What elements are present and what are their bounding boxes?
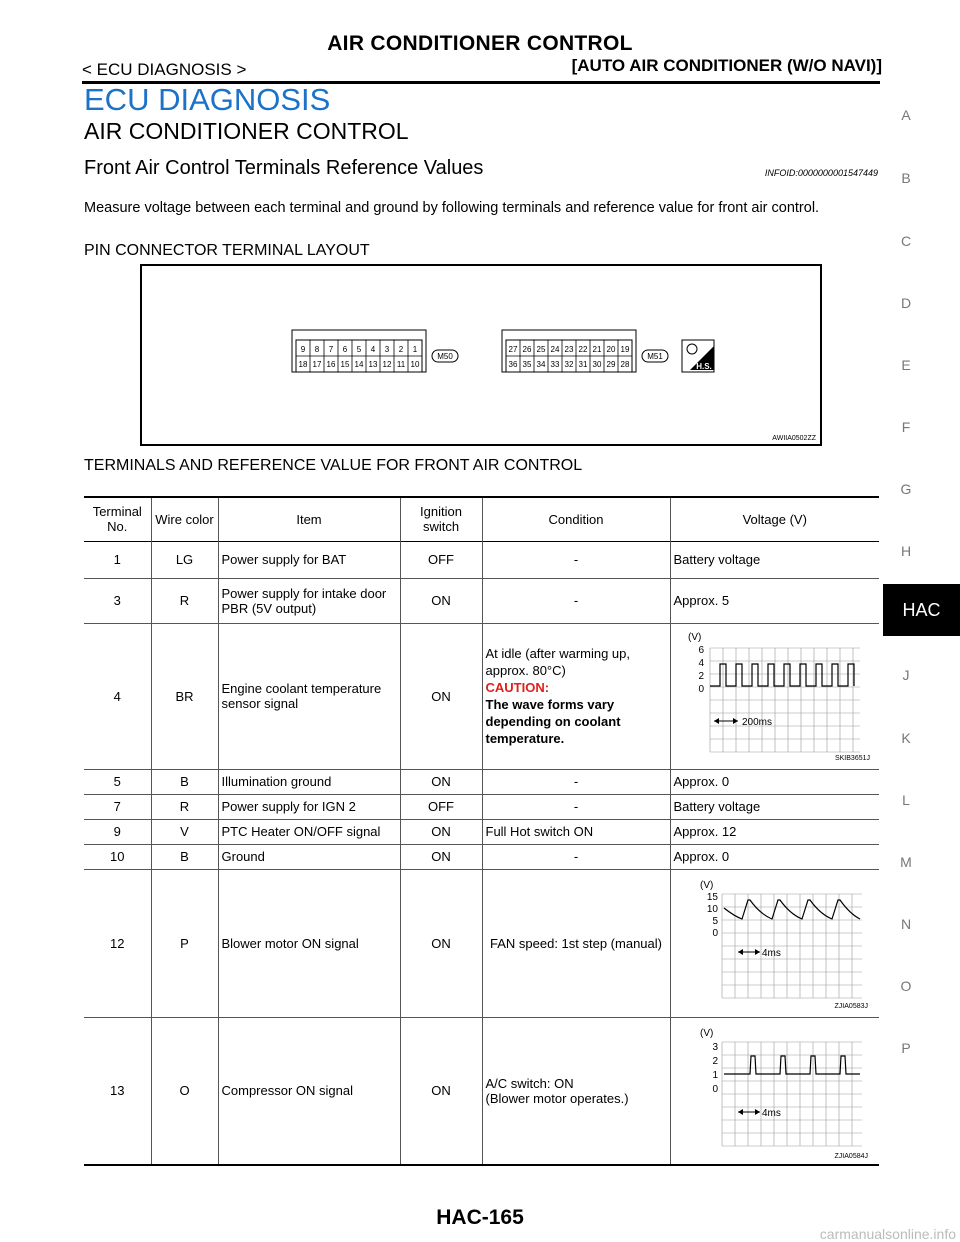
m51-pin: 28 [620,360,630,369]
cell-wire: LG [151,541,218,578]
terminals-table-heading: TERMINALS AND REFERENCE VALUE FOR FRONT AIR CONTROL [84,457,583,474]
heading-ecu-diagnosis: ECU DIAGNOSIS [84,82,331,117]
m50-pin: 3 [384,345,390,354]
waveform-1 [674,626,874,766]
m51-pin: 30 [592,360,602,369]
m51-pin: 35 [522,360,532,369]
waveform-3 [674,1020,874,1162]
cell-condition: - [482,541,670,578]
harness-side-icon [682,340,714,372]
waveform-trace [724,1056,860,1074]
cell-ignition: ON [400,869,482,1017]
cell-voltage: Battery voltage [670,541,879,578]
side-index-a[interactable]: A [901,107,911,123]
cell-terminal: 5 [113,774,121,789]
cell-condition: - [482,794,670,819]
connector-diagram [142,266,820,444]
m50-pin: 4 [370,345,376,354]
waveform-trace [710,664,854,686]
cell-ignition: OFF [400,794,482,819]
hs-label: H.S. [696,362,712,371]
intro-paragraph: Measure voltage between each terminal and ground by following terminals and reference value for front air control. [84,200,820,216]
cell-ignition: ON [400,623,482,769]
th-voltage: Voltage (V) [670,497,879,541]
m50-pin: 5 [356,345,362,354]
waveform-tick: 15 [706,892,718,903]
waveform-code: SKIB3651J [834,755,870,762]
m51-pin: 29 [606,360,616,369]
cell-terminal: 13 [110,1083,125,1099]
cell-ignition: ON [400,819,482,844]
cell-item: Power supply for BAT [218,541,400,578]
cell-ignition: ON [400,578,482,623]
waveform-tick: 2 [697,671,704,682]
cell-voltage: Approx. 0 [670,844,879,869]
header-section-left: < ECU DIAGNOSIS > [82,60,247,79]
caution-label: CAUTION: [485,680,550,695]
cell-ignition: ON [400,1017,482,1165]
m50-pin: 2 [398,345,404,354]
waveform-tick: 2 [711,1055,718,1067]
cell-voltage: Approx. 5 [670,578,879,623]
m51-pin: 24 [550,345,560,354]
m50-pin: 12 [382,360,392,369]
m51-pin: 31 [578,360,588,369]
cell-voltage-waveform [670,1017,879,1165]
m51-pin: 34 [536,360,546,369]
m51-pin: 21 [592,345,602,354]
header-section-right: [AUTO AIR CONDITIONER (W/O NAVI)] [571,56,882,75]
m50-pin: 14 [354,360,364,369]
cell-item: Illumination ground [218,769,400,794]
cell-condition: - [482,578,670,623]
cell-condition: Full Hot switch ON [482,819,670,844]
waveform-code: ZJIA0584J [834,1152,868,1160]
table-row [84,623,879,769]
m50-pin: 8 [314,345,320,354]
cell-condition: At idle (after warming up, approx. 80°C) CAUTION: The wave forms vary depending on coolant temperature. [482,623,670,769]
m50-pin: 11 [396,360,406,369]
waveform-tick: 5 [711,916,718,927]
side-index-h[interactable]: H [900,543,912,559]
connector-figure [140,264,822,446]
watermark[interactable]: carmanualsonline.info [819,1226,956,1242]
m51-pin: 36 [508,360,518,369]
waveform-tick: 3 [711,1041,718,1053]
waveform-trace [724,900,860,919]
pin-layout-heading: PIN CONNECTOR TERMINAL LAYOUT [84,242,370,259]
m50-pin: 1 [412,345,418,354]
m51-pin: 20 [606,345,616,354]
table-row [84,794,879,819]
cell-wire: P [151,869,218,1017]
side-index-o[interactable]: O [900,978,912,994]
m50-pin: 7 [328,345,334,354]
side-index-f[interactable]: F [901,419,911,435]
m50-pin: 18 [298,360,308,369]
side-index-n[interactable]: N [900,916,912,932]
cell-voltage: Approx. 0 [670,769,879,794]
cell-wire: R [151,794,218,819]
th-item: Item [218,497,400,541]
figure-code: AWIIA0502ZZ [772,435,816,442]
waveform-unit: (V) [687,632,701,643]
table-row [84,541,879,578]
side-index-b[interactable]: B [901,170,911,186]
m50-pin: 16 [326,360,336,369]
cell-condition: A/C switch: ON (Blower motor operates.) [482,1017,670,1165]
table-row [84,1017,879,1165]
table-row [84,869,879,1017]
waveform-unit: (V) [699,1027,713,1039]
side-index-j[interactable]: J [902,667,910,683]
waveform-2 [674,872,874,1014]
waveform-tick: 0 [711,1083,718,1095]
waveform-tick: 10 [706,904,718,915]
side-index-m[interactable]: M [900,854,912,870]
header-title: AIR CONDITIONER CONTROL [327,32,633,55]
m51-pin: 32 [564,360,574,369]
cell-ignition: OFF [400,541,482,578]
th-ignition: Ignition switch [400,497,482,541]
m50-pin: 6 [342,345,348,354]
th-wire: Wire color [151,497,218,541]
cell-voltage-waveform [670,869,879,1017]
cell-terminal: 7 [113,799,121,814]
waveform-unit: (V) [699,880,713,891]
cell-terminal: 1 [113,552,121,567]
cell-terminal: 3 [113,593,121,608]
side-index-k[interactable]: K [901,730,911,746]
cell-item: Ground [218,844,400,869]
waveform-tick: 0 [711,928,718,939]
side-index-d[interactable]: D [900,295,912,311]
waveform-time: 4ms [761,1107,781,1119]
cell-voltage-waveform [670,623,879,769]
m51-label: M51 [647,352,663,361]
table-row [84,769,879,794]
m50-label: M50 [437,352,453,361]
m51-pin: 25 [536,345,546,354]
table-row [84,844,879,869]
cell-condition: - [482,769,670,794]
m51-pin: 22 [578,345,588,354]
m50-pin: 9 [300,345,306,354]
cell-condition: - [482,844,670,869]
cell-wire: O [151,1017,218,1165]
table-row [84,578,879,623]
waveform-code: ZJIA0583J [834,1003,868,1010]
side-index-c[interactable]: C [900,233,912,249]
m50-pin: 15 [340,360,350,369]
heading-air-conditioner-control: AIR CONDITIONER CONTROL [84,118,409,144]
m51-pin: 23 [564,345,574,354]
cell-terminal: 9 [113,824,121,839]
cell-terminal: 10 [110,849,125,864]
cell-terminal: 4 [113,688,121,704]
m51-pin: 27 [508,345,518,354]
cell-item: Power supply for IGN 2 [218,794,400,819]
cell-terminal: 12 [110,935,125,951]
cell-item: PTC Heater ON/OFF signal [218,819,400,844]
waveform-tick: 6 [697,645,704,656]
waveform-tick: 4 [697,658,704,669]
cell-condition: FAN speed: 1st step (manual) [482,869,670,1017]
side-index-e[interactable]: E [901,357,911,373]
th-condition: Condition [482,497,670,541]
terminals-table [84,496,879,1166]
cell-item: Compressor ON signal [218,1017,400,1165]
m50-pin: 10 [410,360,420,369]
cell-item: Blower motor ON signal [218,869,400,1017]
cell-item: Power supply for intake door PBR (5V output) [218,578,400,623]
th-terminal: Terminal No. [92,504,142,535]
side-index-g[interactable]: G [900,481,912,497]
caution-text: The wave forms vary depending on coolant temperature. [485,697,621,746]
m50-pin: 13 [368,360,378,369]
cell-wire: V [151,819,218,844]
side-index-p[interactable]: P [901,1040,911,1056]
m51-pin: 26 [522,345,532,354]
heading-reference-values: Front Air Control Terminals Reference Values [84,157,484,179]
cell-item: Engine coolant temperature sensor signal [218,623,400,769]
cell-wire: B [151,769,218,794]
waveform-time: 200ms [741,717,772,728]
waveform-tick: 1 [711,1069,718,1081]
page-number: HAC-165 [436,1206,524,1229]
table-row [84,819,879,844]
info-id: INFOID:0000000001547449 [764,168,878,178]
cell-ignition: ON [400,769,482,794]
cell-ignition: ON [400,844,482,869]
m50-pin: 17 [312,360,322,369]
side-index-hac-tab[interactable]: HAC [883,584,960,636]
waveform-time: 4ms [761,948,781,959]
cell-voltage: Approx. 12 [670,819,879,844]
cell-wire: BR [151,623,218,769]
cell-wire: R [151,578,218,623]
m51-pin: 19 [620,345,630,354]
cell-voltage: Battery voltage [670,794,879,819]
side-index-l[interactable]: L [902,792,910,808]
m51-pin: 33 [550,360,560,369]
cell-wire: B [151,844,218,869]
waveform-tick: 0 [697,684,704,695]
